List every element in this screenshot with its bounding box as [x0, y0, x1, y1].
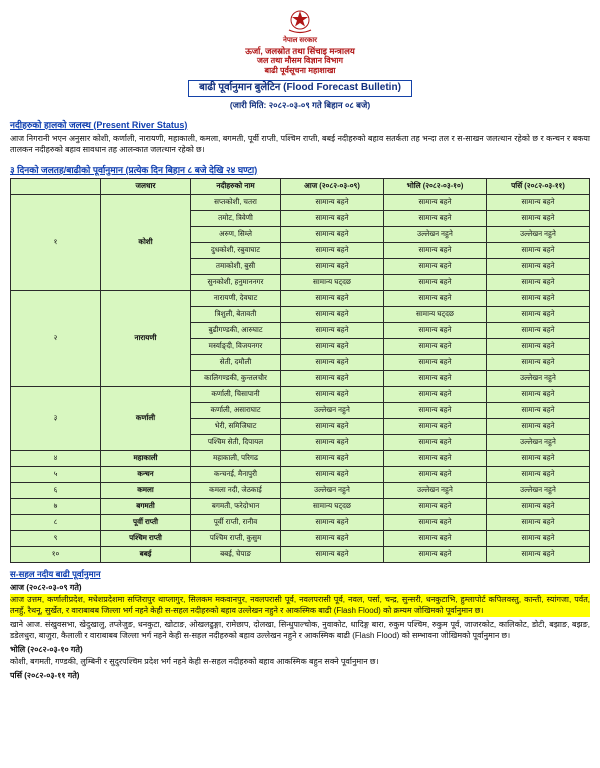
row-serial: ४	[11, 450, 101, 466]
row-forecast-day3: उल्लेखन नहुने	[487, 226, 590, 242]
row-basin: बगमती	[101, 498, 191, 514]
row-river: कन्चनई, मैनापुरी	[191, 466, 281, 482]
row-basin: कोशी	[101, 194, 191, 290]
row-forecast-day2: सामान्य बहने	[384, 514, 487, 530]
row-forecast-day3: सामान्य बहने	[487, 290, 590, 306]
row-forecast-day3: उल्लेखन नहुने	[487, 482, 590, 498]
row-forecast-day1: सामान्य बहने	[281, 226, 384, 242]
forecast-day1-text-highlight: आज उत्तम, कर्णालीप्रदेश, मधेशप्रदेशमा सप्तिरापुर थाप्लागुर, सिलकम मकवानपुर, नवलपरासी पूर्व, नवलपरासी पूर्व, नवल, पर्सा, चन्द्र, सुन्सरी, धनकुटाभि, हुम्लापोर्ट कपिलवस्तु, कान्ती, स्यांगजा, पर्वत, तनहुँ, रैथनू, सुर्खेत, र वाराबाबब जिल्ला भर्ग नहने केही स-सहल नदीहरुको बहाव उल्लेखन नहुने र आकस्मिक बाढी (Flash Flood) को क्रम्यम जोखिमको पूर्वानुमान छ।	[10, 594, 590, 616]
bulletin-title: बाढी पूर्वानुमान बुलेटिन (Flood Forecast Bulletin)	[188, 80, 412, 97]
row-river: सुनकोशी, हनुमाननगर	[191, 274, 281, 290]
row-river: मर्स्याङ्दी, विजयनगर	[191, 338, 281, 354]
row-serial: ६	[11, 482, 101, 498]
row-forecast-day3: उल्लेखन नहुने	[487, 370, 590, 386]
row-river: बुढीगण्डकी, आरुघाट	[191, 322, 281, 338]
row-forecast-day2: सामान्य बहने	[384, 338, 487, 354]
row-forecast-day2: सामान्य बहने	[384, 546, 487, 562]
th-sn	[11, 178, 101, 194]
row-forecast-day2: सामान्य बहने	[384, 386, 487, 402]
row-forecast-day3: सामान्य बहने	[487, 498, 590, 514]
row-river: कर्णाली, असाराघाट	[191, 402, 281, 418]
row-river: कालिगण्डकी, कुन्तलचौर	[191, 370, 281, 386]
row-forecast-day2: सामान्य बहने	[384, 210, 487, 226]
row-forecast-day2: सामान्य बहने	[384, 418, 487, 434]
forecast-day3-label: पर्सि (२०८२-०३-११ गते)	[10, 670, 80, 680]
th-basin: जलधार	[101, 178, 191, 194]
row-forecast-day2: उल्लेखन नहुने	[384, 226, 487, 242]
row-river: सप्तकोशी, चतरा	[191, 194, 281, 210]
row-forecast-day2: सामान्य बहने	[384, 434, 487, 450]
row-forecast-day3: सामान्य बहने	[487, 322, 590, 338]
row-river: बगमती, फरेदोभान	[191, 498, 281, 514]
row-basin: कर्णाली	[101, 386, 191, 450]
row-forecast-day2: सामान्य बहने	[384, 530, 487, 546]
table-row	[11, 514, 590, 530]
row-forecast-day3: सामान्य बहने	[487, 194, 590, 210]
row-serial: १	[11, 194, 101, 290]
present-status-title: नदीहरुको हालको जलस्थ (Present River Status)	[10, 119, 188, 130]
row-river: त्रिशुली, बेतावती	[191, 306, 281, 322]
th-day1: आज (२०८२-०३-०९)	[281, 178, 384, 194]
forecast-table-title: ३ दिनको जलतह/बाढीको पूर्वानुमान (प्रत्येक दिन बिहान ८ बजे देखि २४ घण्टा)	[10, 164, 258, 175]
row-forecast-day2: सामान्य बहने	[384, 354, 487, 370]
row-river: नारायणी, देवघाट	[191, 290, 281, 306]
row-forecast-day1: सामान्य बहने	[281, 450, 384, 466]
row-forecast-day2: सामान्य बहने	[384, 274, 487, 290]
row-forecast-day1: सामान्य बहने	[281, 322, 384, 338]
row-river: बबई, चेपाङ	[191, 546, 281, 562]
row-river: दुधकोशी, रबुवाघाट	[191, 242, 281, 258]
document-header	[10, 6, 590, 111]
table-row	[11, 386, 590, 402]
th-day3: पर्सि (२०८२-०३-११)	[487, 178, 590, 194]
row-forecast-day2: सामान्य बहने	[384, 194, 487, 210]
table-header-row	[11, 178, 590, 194]
row-serial: ८	[11, 514, 101, 530]
row-river: पूर्वी राप्ती, रानीव	[191, 514, 281, 530]
row-forecast-day1: सामान्य बहने	[281, 194, 384, 210]
row-forecast-day2: सामान्य बहने	[384, 498, 487, 514]
row-basin: महाकाली	[101, 450, 191, 466]
row-basin: नारायणी	[101, 290, 191, 386]
header-line-4: बाढी पूर्वसूचना महाशाखा	[264, 66, 336, 76]
row-forecast-day1: सामान्य बहने	[281, 338, 384, 354]
row-serial: ७	[11, 498, 101, 514]
row-forecast-day3: सामान्य बहने	[487, 386, 590, 402]
row-forecast-day1: सामान्य बहने	[281, 546, 384, 562]
row-forecast-day3: सामान्य बहने	[487, 418, 590, 434]
row-forecast-day2: सामान्य बहने	[384, 402, 487, 418]
th-day2: भोलि (२०८२-०३-१०)	[384, 178, 487, 194]
row-forecast-day1: सामान्य घट्दछ	[281, 498, 384, 514]
bulletin-issue-date: (जारी मिति: २०८२-०३-०९ गते बिहान ०८ बजे)	[229, 99, 371, 110]
row-forecast-day3: सामान्य बहने	[487, 354, 590, 370]
row-forecast-day3: सामान्य बहने	[487, 338, 590, 354]
row-forecast-day3: सामान्य बहने	[487, 258, 590, 274]
row-forecast-day1: सामान्य बहने	[281, 466, 384, 482]
row-forecast-day3: सामान्य बहने	[487, 546, 590, 562]
row-serial: ५	[11, 466, 101, 482]
row-serial: ३	[11, 386, 101, 450]
row-forecast-day3: सामान्य बहने	[487, 514, 590, 530]
row-forecast-day1: सामान्य बहने	[281, 258, 384, 274]
row-forecast-day2: सामान्य घट्दछ	[384, 306, 487, 322]
row-forecast-day3: सामान्य बहने	[487, 274, 590, 290]
header-line-2: ऊर्जा, जलस्रोत तथा सिंचाइ मन्त्रालय	[245, 45, 355, 56]
row-forecast-day2: सामान्य बहने	[384, 370, 487, 386]
row-basin: कन्चन	[101, 466, 191, 482]
row-forecast-day3: उल्लेखन नहुने	[487, 434, 590, 450]
row-forecast-day1: सामान्य बहने	[281, 386, 384, 402]
row-river: पश्चिम सेती, दिपायल	[191, 434, 281, 450]
forecast-day2-label: भोलि (२०८२-०३-१० गते)	[10, 645, 83, 655]
row-forecast-day3: सामान्य बहने	[487, 466, 590, 482]
row-forecast-day2: सामान्य बहने	[384, 258, 487, 274]
header-line-3: जल तथा मौसम विज्ञान विभाग	[257, 56, 343, 66]
row-basin: बबई	[101, 546, 191, 562]
present-status-text: आज निगरानी भएन अनुसार कोशी, कर्णाली, नारायणी, महाकाली, कमला, बगमती, पूर्वी राप्ती, पश्चिम राप्ती, बबई नदीहरुको बहाव सतर्कता तह भन्दा तल र स-साखन जलत्थान रहेको छ र कन्चन र बकया तालकन नदीहरुको बहाव सावधान तह आलन्कात जलत्थान रहेको छ।	[10, 133, 590, 155]
row-forecast-day2: सामान्य बहने	[384, 290, 487, 306]
row-forecast-day2: सामान्य बहने	[384, 450, 487, 466]
row-forecast-day1: उल्लेखन नहुने	[281, 482, 384, 498]
forecast-day1-label: आज (२०८२-०३-०९ गते)	[10, 582, 82, 592]
row-river: अरुण, सिम्ले	[191, 226, 281, 242]
row-forecast-day1: सामान्य बहने	[281, 530, 384, 546]
row-forecast-day3: सामान्य बहने	[487, 306, 590, 322]
table-row	[11, 450, 590, 466]
row-forecast-day1: सामान्य बहने	[281, 242, 384, 258]
row-forecast-day1: सामान्य बहने	[281, 370, 384, 386]
row-forecast-day2: सामान्य बहने	[384, 242, 487, 258]
row-basin: कमला	[101, 482, 191, 498]
row-forecast-day1: सामान्य बहने	[281, 418, 384, 434]
row-forecast-day1: सामान्य बहने	[281, 290, 384, 306]
th-river: नदीहरुको नाम	[191, 178, 281, 194]
row-forecast-day1: सामान्य बहने	[281, 514, 384, 530]
row-forecast-day1: सामान्य बहने	[281, 434, 384, 450]
row-river: कमला नदी, जेठकाई	[191, 482, 281, 498]
table-body	[11, 194, 590, 562]
table-row	[11, 530, 590, 546]
row-basin: पश्चिम राप्ती	[101, 530, 191, 546]
flood-forecast-table	[10, 178, 590, 563]
table-row	[11, 482, 590, 498]
table-row	[11, 546, 590, 562]
row-river: पश्चिम राप्ती, कुसुम	[191, 530, 281, 546]
row-forecast-day3: सामान्य बहने	[487, 402, 590, 418]
row-forecast-day1: सामान्य बहने	[281, 306, 384, 322]
table-row	[11, 290, 590, 306]
row-river: कर्णाली, चिसापानी	[191, 386, 281, 402]
row-serial: ९	[11, 530, 101, 546]
table-row	[11, 466, 590, 482]
row-forecast-day3: सामान्य बहने	[487, 242, 590, 258]
nepal-emblem-icon	[285, 6, 315, 36]
header-line-1: नेपाल सरकार	[282, 37, 317, 44]
row-forecast-day1: सामान्य बहने	[281, 354, 384, 370]
small-river-forecast-title: स-सहल नदीय बाढी पूर्वानुमान	[10, 568, 101, 579]
row-forecast-day2: सामान्य बहने	[384, 322, 487, 338]
row-forecast-day2: उल्लेखन नहुने	[384, 482, 487, 498]
row-serial: २	[11, 290, 101, 386]
row-river: भेरी, समिजिघाट	[191, 418, 281, 434]
row-forecast-day3: सामान्य बहने	[487, 530, 590, 546]
forecast-day2-text: कोशी, बगमती, गण्डकी, लुम्बिनी र सुदुरपश्चिम प्रदेश भर्ग नहने केही स-सहल नदीहरुको बहाव आकस्मिक बहुन सक्ने पूर्वानुमान छ।	[10, 657, 379, 667]
row-river: तमोट, त्रिवेणी	[191, 210, 281, 226]
row-forecast-day1: सामान्य बहने	[281, 210, 384, 226]
forecast-day1-text: खाने आज. संखुवसभा, खेदुखालु, तप्लेजुङ, धनकुटा, खोटाङ, ओखलढुङ्गा, रामेछाप, दोलखा, सिन्धुपाल्चोक, नुवाकोट, धादिङ्ग बारा, रुकुम पश्चिम, रुकुम पूर्व, जाजरकोट, कालिकोट, डोटी, बझाङ, बझङ, डडेलधुरा, बाजुरा, कैलाली र वाराबाबब जिल्ला भर्ग नहने केही स-सहल नदीहरुको बहाव उल्लेखन नहुने र आकस्मिक बाढी (Flash Flood) को सम्भावना जोखिमको पूर्वानुमान छ।	[10, 619, 590, 641]
row-forecast-day1: उल्लेखन नहुने	[281, 402, 384, 418]
row-forecast-day3: सामान्य बहने	[487, 450, 590, 466]
row-forecast-day2: सामान्य बहने	[384, 466, 487, 482]
row-river: तमाकोशी, बुसी	[191, 258, 281, 274]
table-row	[11, 194, 590, 210]
table-row	[11, 498, 590, 514]
row-river: सेती, दमौली	[191, 354, 281, 370]
row-forecast-day1: सामान्य घट्दछ	[281, 274, 384, 290]
row-serial: १०	[11, 546, 101, 562]
row-river: महाकाली, परिगढ	[191, 450, 281, 466]
row-forecast-day3: सामान्य बहने	[487, 210, 590, 226]
row-basin: पूर्वी राप्ती	[101, 514, 191, 530]
